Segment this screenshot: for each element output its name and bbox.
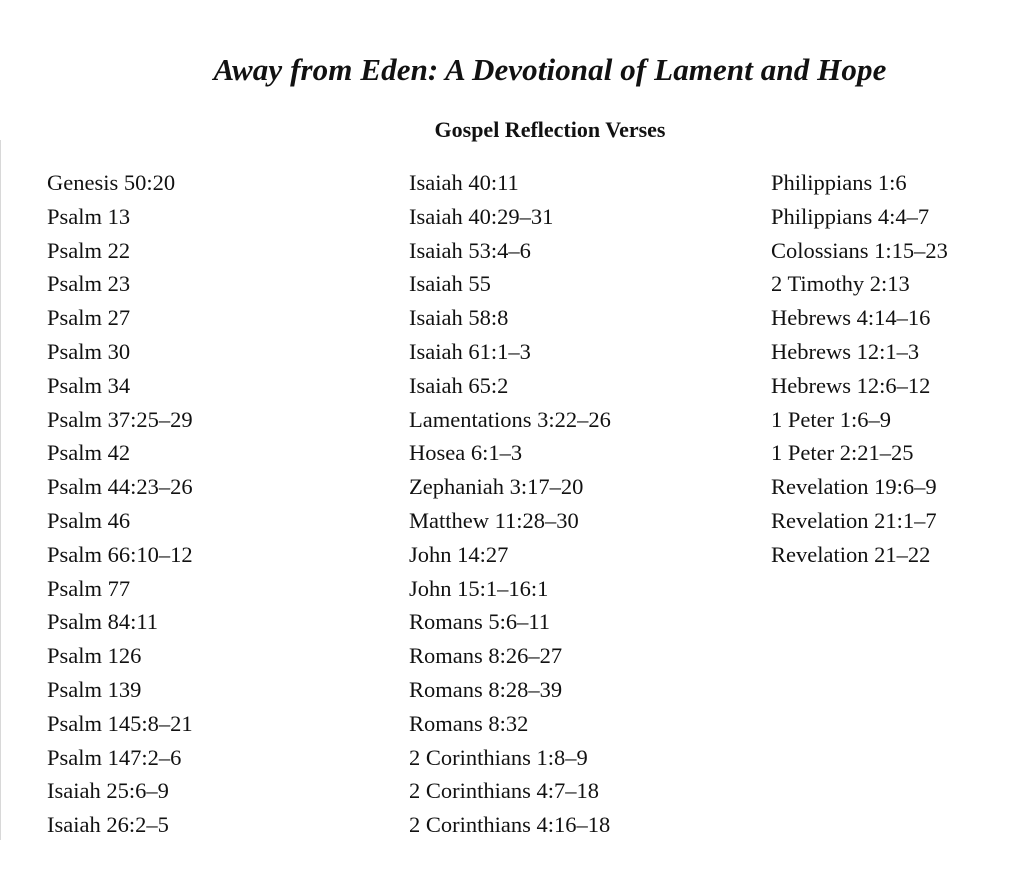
- verse-reference: John 15:1–16:1: [409, 575, 549, 601]
- verse-reference: Isaiah 26:2–5: [47, 812, 169, 838]
- verse-reference: Philippians 1:6: [771, 170, 907, 195]
- verse-reference: Psalm 23: [47, 271, 131, 297]
- verse-reference: 1 Peter 1:6–9: [771, 406, 891, 432]
- verse-reference: Psalm 37:25–29: [47, 406, 193, 432]
- verse-reference: Psalm 27: [47, 305, 131, 331]
- verse-reference: 2 Corinthians 1:8–9: [409, 744, 588, 770]
- verse-reference: Zephaniah 3:17–20: [409, 474, 584, 500]
- verse-reference: Isaiah 25:6–9: [47, 778, 169, 804]
- verse-reference: Romans 8:26–27: [409, 643, 563, 669]
- verse-reference: 2 Timothy 2:13: [771, 271, 910, 297]
- verse-reference: Isaiah 58:8: [409, 305, 509, 331]
- verse-reference: 1 Peter 2:21–25: [771, 440, 914, 466]
- verse-reference: Hosea 6:1–3: [409, 440, 523, 466]
- verse-reference: Genesis 50:20: [47, 170, 176, 195]
- verse-reference: Isaiah 65:2: [409, 372, 509, 398]
- verse-reference: Isaiah 40:11: [409, 170, 519, 195]
- verse-column-2: [409, 166, 611, 842]
- verse-reference: Isaiah 55: [409, 271, 491, 297]
- verse-reference: Isaiah 40:29–31: [409, 203, 554, 229]
- verse-reference: Romans 8:28–39: [409, 676, 563, 702]
- verse-reference: Psalm 13: [47, 203, 131, 229]
- verse-reference: Psalm 44:23–26: [47, 474, 193, 500]
- verse-reference: Psalm 46: [47, 507, 131, 533]
- verse-reference: Revelation 19:6–9: [771, 474, 937, 500]
- verse-reference: Philippians 4:4–7: [771, 203, 930, 229]
- document-title: Away from Eden: A Devotional of Lament and Hope: [213, 52, 887, 87]
- verse-reference: 2 Corinthians 4:7–18: [409, 778, 599, 804]
- section-heading: Gospel Reflection Verses: [434, 117, 666, 142]
- verse-reference: Psalm 145:8–21: [47, 710, 193, 736]
- verse-reference: Revelation 21:1–7: [771, 507, 937, 533]
- verse-reference: Psalm 84:11: [47, 609, 159, 635]
- verse-reference: Lamentations 3:22–26: [409, 406, 611, 432]
- verse-reference: Romans 8:32: [409, 710, 529, 736]
- verse-reference: Psalm 126: [47, 643, 142, 669]
- verse-reference: Isaiah 53:4–6: [409, 237, 531, 263]
- verse-reference: Hebrews 12:6–12: [771, 372, 931, 398]
- verse-reference: Psalm 42: [47, 440, 131, 466]
- verse-reference: Psalm 77: [47, 575, 131, 601]
- verse-reference: John 14:27: [409, 541, 509, 567]
- page-edge-divider: [0, 140, 1, 840]
- verse-reference: Isaiah 61:1–3: [409, 338, 531, 364]
- verse-reference: Matthew 11:28–30: [409, 507, 579, 533]
- verse-column-1: [47, 166, 193, 842]
- verse-reference: Revelation 21–22: [771, 541, 931, 567]
- verse-reference: 2 Corinthians 4:16–18: [409, 812, 611, 838]
- verse-reference: Hebrews 12:1–3: [771, 338, 920, 364]
- verse-reference: Psalm 22: [47, 237, 131, 263]
- verse-column-3: [771, 166, 948, 572]
- verse-reference: Psalm 30: [47, 338, 131, 364]
- verse-reference: Psalm 66:10–12: [47, 541, 193, 567]
- verse-reference: Psalm 139: [47, 676, 142, 702]
- verse-reference: Colossians 1:15–23: [771, 237, 948, 263]
- verse-reference: Hebrews 4:14–16: [771, 305, 931, 331]
- verse-reference: Romans 5:6–11: [409, 609, 551, 635]
- verse-reference: Psalm 34: [47, 372, 131, 398]
- verse-reference: Psalm 147:2–6: [47, 744, 182, 770]
